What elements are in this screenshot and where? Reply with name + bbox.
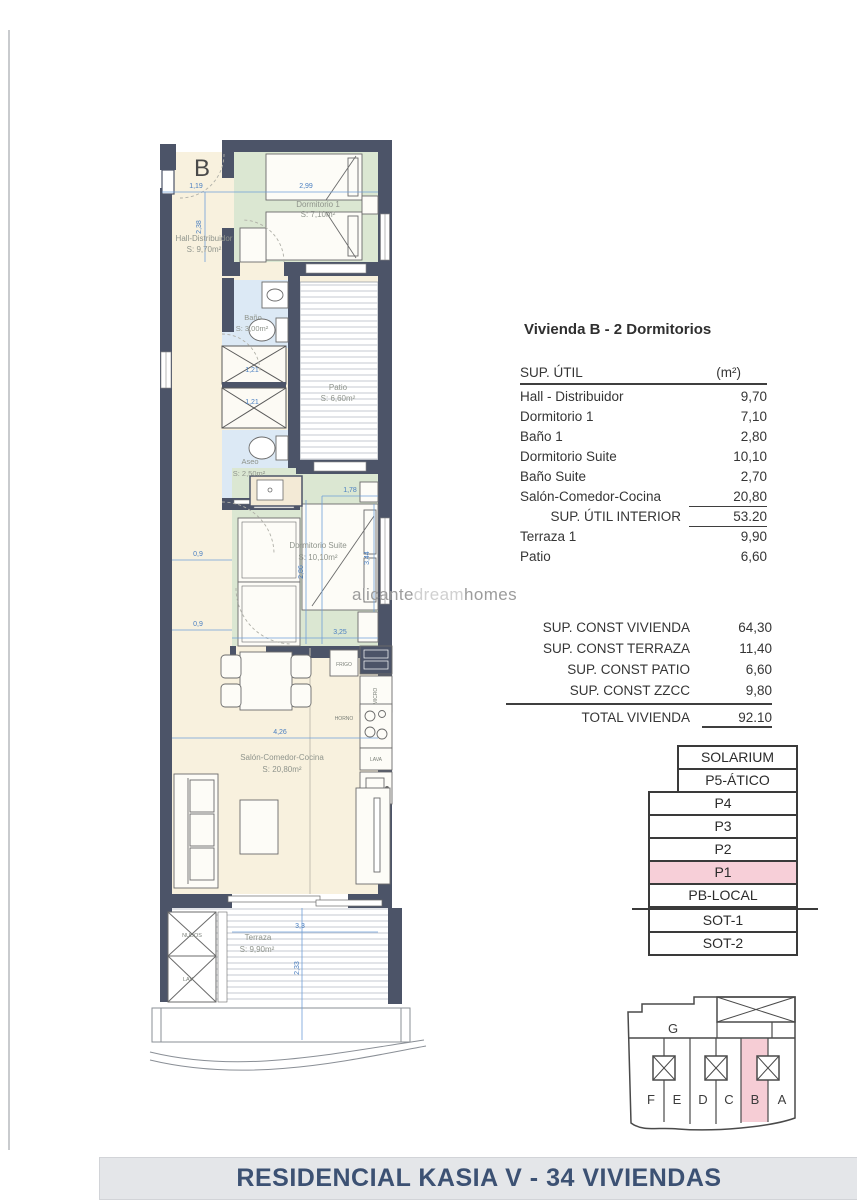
page-title: Vivienda B - 2 Dormitorios — [524, 321, 712, 338]
aseo-name: Aseo — [241, 457, 259, 466]
row-value: 64,30 — [738, 620, 772, 635]
level-solarium: SOLARIUM — [677, 745, 798, 770]
watermark-part1: alicante — [352, 585, 414, 604]
patio-area: S: 6,60m² — [320, 394, 356, 403]
hall-closets — [222, 346, 286, 428]
row-label: Patio — [520, 549, 551, 564]
table-row — [520, 427, 767, 447]
table-row — [520, 547, 767, 567]
row-value: 6,60 — [745, 662, 772, 677]
row-value: 7,10 — [740, 409, 767, 424]
sup-const-table — [506, 617, 772, 728]
level-p5-atico: P5-ÁTICO — [677, 768, 798, 793]
row-value: 9,80 — [745, 683, 772, 698]
row-value: 20,80 — [689, 487, 767, 507]
hall-name: Hall-Distribuidor — [175, 234, 233, 243]
dim-pass1: 0,9 — [193, 551, 203, 558]
terrace-fixtures — [168, 912, 227, 1002]
terraza-area: S: 9,90m² — [239, 945, 275, 954]
bano-name: Baño — [244, 313, 262, 322]
hall-area: S: 9,70m² — [186, 245, 222, 254]
sup-util-header-label: SUP. ÚTIL — [520, 365, 583, 380]
residence-banner — [99, 1157, 857, 1200]
footprint-unit-d: D — [698, 1092, 708, 1107]
row-label: Baño Suite — [520, 469, 587, 484]
footprint-unit-f: F — [647, 1092, 655, 1107]
salon-name: Salón-Comedor-Cocina — [240, 753, 324, 762]
row-value: 6,60 — [740, 549, 767, 564]
watermark — [352, 585, 517, 605]
residence-banner-text: RESIDENCIAL KASIA V - 34 VIVIENDAS — [236, 1164, 722, 1192]
row-label: Terraza 1 — [520, 529, 577, 544]
horno-label: HORNO — [334, 716, 354, 722]
dim-closet1: 1,21 — [245, 367, 259, 374]
sup-util-table — [520, 365, 767, 567]
levels-diagram — [648, 745, 798, 956]
dim-suite-top: 1,78 — [343, 487, 357, 494]
dim-suite-left: 2,86 — [298, 565, 305, 579]
dim-hall: 2,38 — [196, 220, 203, 234]
dim-suite-right: 3,44 — [364, 551, 371, 565]
table-row — [506, 659, 772, 680]
lava-label: LAVA — [369, 757, 383, 763]
watermark-part3: homes — [463, 585, 518, 604]
salon-area: S: 20,80m² — [262, 765, 302, 774]
dim-terraza-w: 3,3 — [295, 923, 305, 930]
table-row — [520, 387, 767, 407]
footprint-unit-a: A — [777, 1092, 787, 1107]
dim-entry: 1,19 — [189, 183, 203, 190]
elevator-icons — [653, 1056, 779, 1080]
row-label: SUP. CONST TERRAZA — [542, 641, 690, 656]
table-row-total — [506, 707, 772, 728]
nudos-label: NUDOS — [182, 933, 202, 939]
table-row — [520, 487, 767, 507]
row-label: Hall - Distribuidor — [520, 389, 624, 404]
row-value: 9,90 — [740, 529, 767, 544]
lav-label: LAV — [183, 977, 193, 983]
table-row — [506, 617, 772, 638]
suite-vanity — [250, 476, 302, 506]
table-row — [520, 527, 767, 547]
level-p2: P2 — [648, 837, 798, 862]
row-label: SUP. CONST ZZCC — [569, 683, 690, 698]
row-label: TOTAL VIVIENDA — [581, 710, 690, 725]
level-p3: P3 — [648, 814, 798, 839]
table-divider — [506, 703, 772, 705]
table-row — [520, 447, 767, 467]
dim-dorm1: 2,99 — [299, 183, 313, 190]
dim-suite-bottom: 3,25 — [333, 629, 347, 636]
row-label: Salón-Comedor-Cocina — [520, 489, 662, 504]
level-p1-highlighted: P1 — [648, 860, 798, 885]
level-p4: P4 — [648, 791, 798, 816]
row-label: SUP. CONST PATIO — [567, 662, 690, 677]
row-label: SUP. ÚTIL INTERIOR — [550, 509, 681, 524]
dorm1-area: S: 7,10m² — [300, 210, 336, 219]
footprint-unit-e: E — [672, 1092, 682, 1107]
row-label: SUP. CONST VIVIENDA — [542, 620, 690, 635]
patio-name: Patio — [328, 383, 348, 392]
row-value: 10,10 — [733, 449, 767, 464]
dim-salon: 4,26 — [273, 729, 287, 736]
table-row-subtotal — [520, 507, 767, 527]
table-row — [506, 680, 772, 701]
dim-closet2: 1,21 — [245, 399, 259, 406]
row-value: 53.20 — [689, 507, 767, 527]
dim-pass2: 0,9 — [193, 621, 203, 628]
row-value: 92.10 — [702, 707, 772, 728]
micro-label: MICRO — [373, 687, 379, 705]
footprint-upper-label: G — [667, 1021, 679, 1036]
suite-name: Dormitorio Suite — [289, 541, 347, 550]
aseo-area: S: 2,50m² — [232, 469, 266, 478]
table-row — [520, 467, 767, 487]
bano-area: S: 3,00m² — [235, 324, 269, 333]
lower-deck — [150, 1008, 426, 1070]
page-edge-artifact — [8, 30, 10, 1150]
terraza-name: Terraza — [244, 933, 272, 942]
row-value: 11,40 — [739, 641, 772, 656]
row-label: Baño 1 — [520, 429, 563, 444]
watermark-part2: dream — [413, 585, 464, 604]
footprint-unit-b: B — [750, 1092, 760, 1107]
footprint-unit-c: C — [724, 1092, 734, 1107]
row-label: Dormitorio 1 — [520, 409, 594, 424]
level-pb-local: PB-LOCAL — [648, 883, 798, 908]
table-row — [520, 407, 767, 427]
dorm1-name: Dormitorio 1 — [296, 200, 340, 209]
sup-util-header — [520, 365, 767, 385]
row-label: Dormitorio Suite — [520, 449, 617, 464]
frigo-label: FRIGO — [336, 662, 352, 668]
suite-area: S: 10,10m² — [298, 553, 338, 562]
dim-terraza-h: 2,33 — [294, 961, 301, 975]
level-sot-1: SOT-1 — [648, 908, 798, 933]
row-value: 2,70 — [740, 469, 767, 484]
unit-label: B — [193, 155, 211, 182]
sup-util-header-unit: (m²) — [716, 365, 741, 380]
footprint-diagram — [615, 985, 840, 1160]
row-value: 2,80 — [740, 429, 767, 444]
level-sot-2: SOT-2 — [648, 931, 798, 956]
table-row — [506, 638, 772, 659]
row-value: 9,70 — [740, 389, 767, 404]
